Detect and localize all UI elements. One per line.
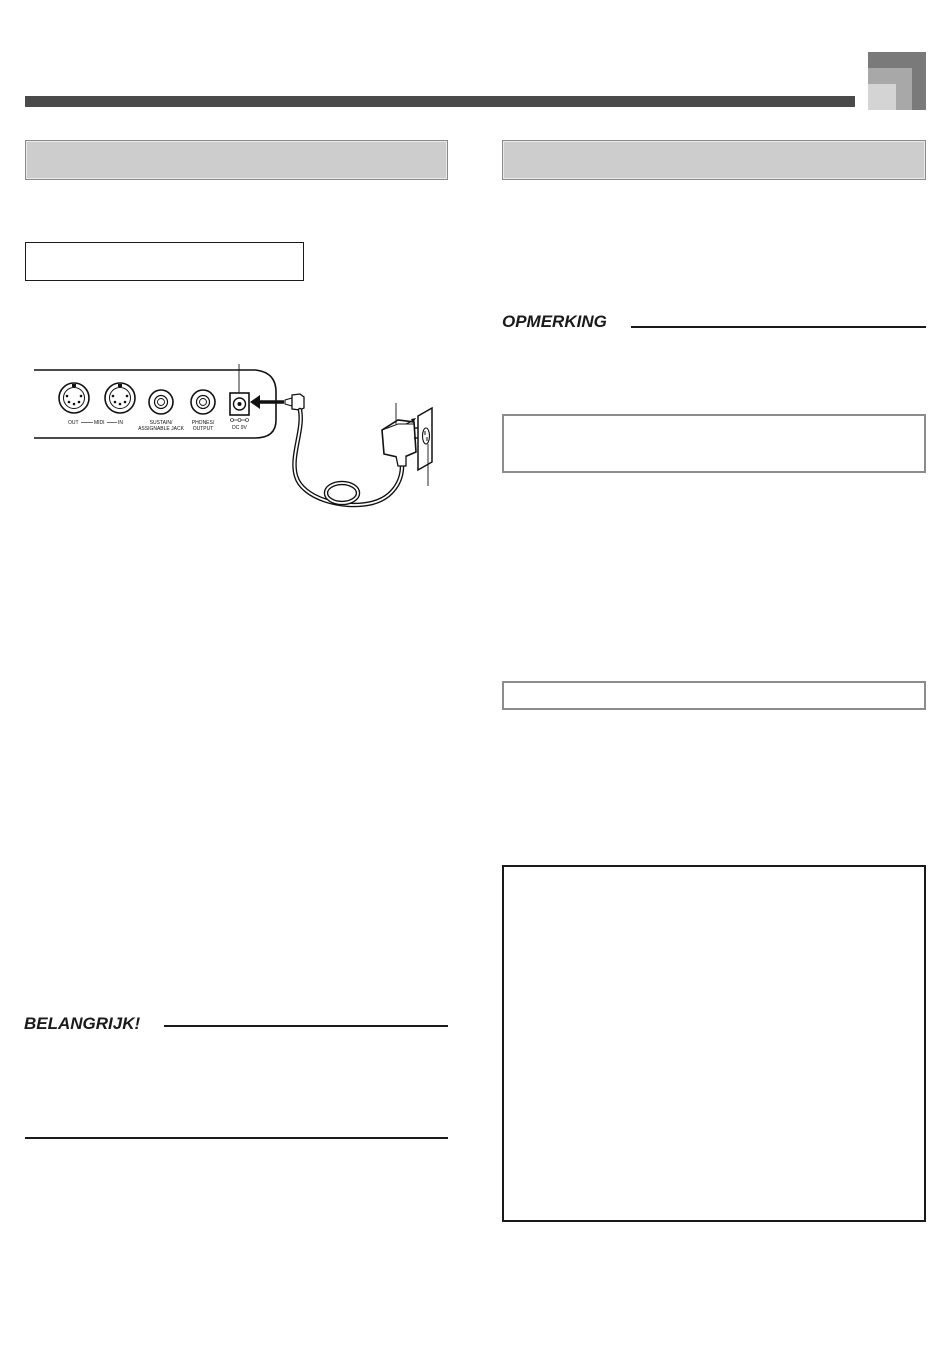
left-label-box [25, 242, 304, 281]
adaptor-cable [294, 410, 402, 505]
belangrijk-heading: BELANGRIJK! [24, 1014, 141, 1033]
wall-outlet [418, 408, 432, 470]
belangrijk-end-rule [25, 1137, 448, 1139]
midi-in-connector [105, 383, 135, 413]
opmerking-heading: OPMERKING [502, 312, 607, 331]
midi-out-label: OUT [68, 420, 79, 426]
insert-arrow-icon [250, 395, 284, 409]
page-corner-mark [868, 52, 926, 110]
corner-mark-light-square [868, 84, 896, 110]
header-bar [25, 96, 855, 107]
dc-in-label: DC 9V [232, 425, 247, 431]
dc-plug [285, 394, 304, 410]
left-section-heading-bar [25, 140, 448, 180]
right-label-box [502, 681, 926, 710]
phones-jack [191, 390, 215, 414]
polarity-symbol [231, 419, 249, 422]
midi-label: MIDI [94, 420, 105, 426]
midi-in-label: IN [118, 420, 123, 426]
belangrijk-heading-rule [164, 1025, 448, 1027]
midi-out-connector [59, 383, 89, 413]
adaptor-connection-illustration [30, 358, 450, 513]
phones-label-line1: PHONES/ [191, 420, 215, 426]
sustain-label-line1: SUSTAIN/ [149, 420, 173, 426]
phones-label-line2: OUTPUT [192, 426, 214, 432]
opmerking-heading-rule [631, 326, 926, 328]
dc-in-jack [230, 393, 249, 415]
right-section-heading-bar [502, 140, 926, 180]
ac-adaptor [382, 420, 422, 466]
right-caution-box [502, 414, 926, 473]
sustain-jack [149, 390, 173, 414]
sustain-label-line2: ASSIGNABLE JACK [138, 426, 184, 432]
right-notice-box [502, 865, 926, 1222]
